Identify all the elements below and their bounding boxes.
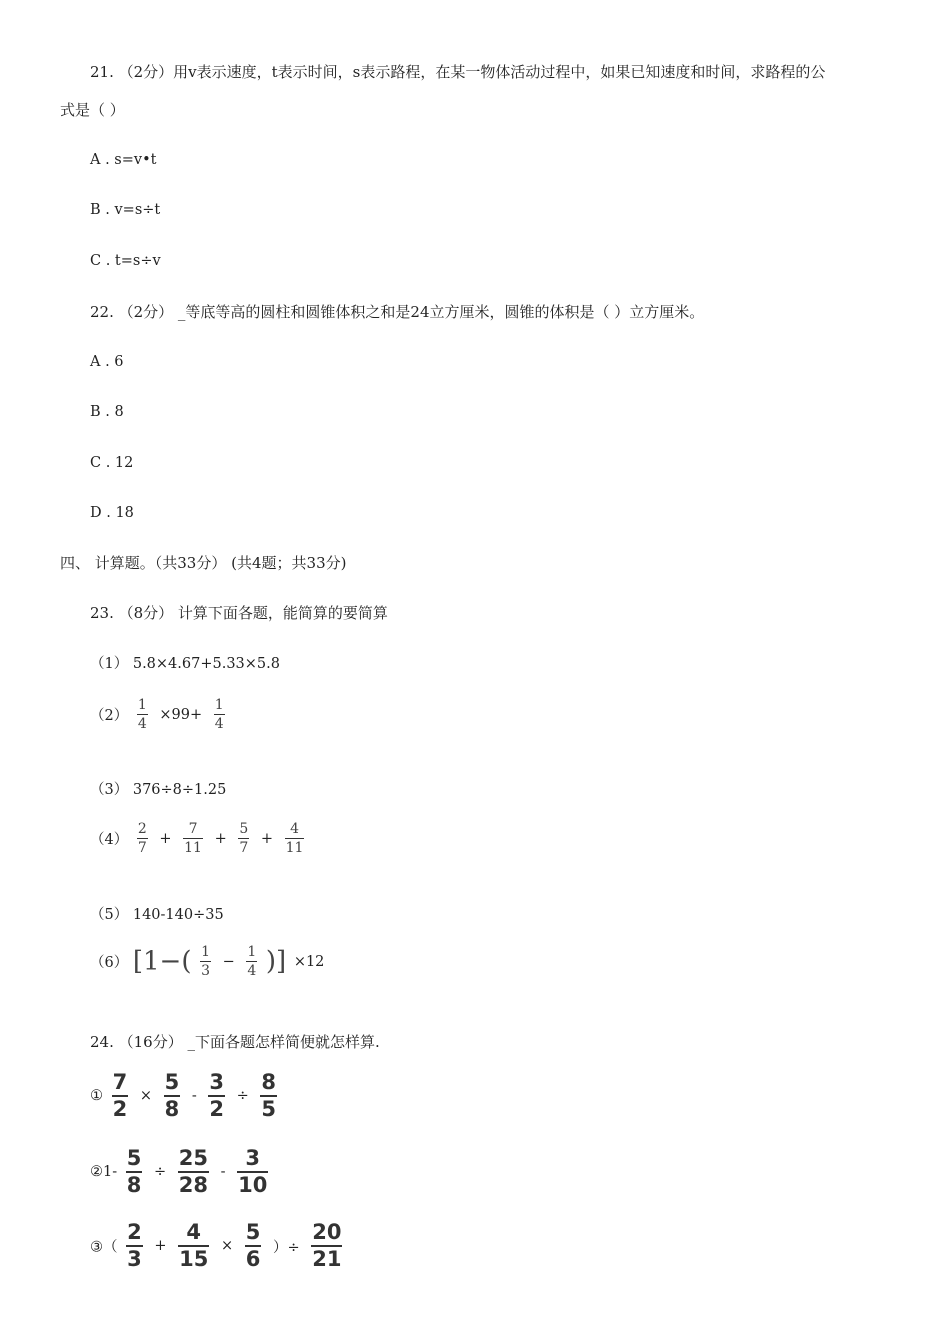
q24-e3-close: ）÷ [272, 1239, 300, 1256]
q22-option-d[interactable]: D . 18 [90, 505, 134, 521]
operator: + [214, 830, 227, 847]
q24-e3-label: ③（ [90, 1239, 118, 1256]
operator: - [191, 1088, 197, 1104]
q23-part-6 [90, 945, 327, 978]
fraction: $\frac{5}{6}$ [245, 1220, 261, 1271]
q23-p1-label: （1） [90, 656, 129, 672]
q23-part-4 [90, 822, 308, 855]
q23-p6-open: [1−( [132, 946, 192, 977]
fraction: $\frac{5}{8}$ [164, 1070, 180, 1121]
operator: - [220, 1164, 226, 1180]
fraction: $\frac{4}{11}$ [285, 821, 304, 856]
operator: + [154, 1238, 167, 1254]
q23-p2-mid: ×99+ [159, 706, 203, 723]
section-4-title: 四、 计算题。（共33分） (共4题；共33分) [60, 554, 347, 572]
q23-part-2 [90, 698, 229, 731]
fraction: $\frac{3}{2}$ [209, 1070, 224, 1121]
q24-expr-3 [90, 1222, 346, 1270]
q23-p5-expr: 140-140÷35 [132, 907, 224, 923]
q23-stem: 23. （8分） 计算下面各题，能简算的要简算 [90, 604, 388, 622]
fraction: $\frac{5}{8}$ [126, 1146, 142, 1197]
fraction: $\frac{2}{7}$ [137, 821, 147, 856]
q23-part-1 [90, 654, 280, 674]
q23-p6-label: （6） [90, 955, 129, 971]
operator: ÷ [236, 1088, 249, 1104]
fraction: $\frac{7}{11}$ [184, 821, 202, 856]
q23-p3-expr: 376÷8÷1.25 [132, 782, 227, 798]
q21-stem-line1: 21. （2分）用v表示速度，t表示时间，s表示路程，在某一物体活动过程中，如果已知速度和时间，求路程的公 [90, 63, 826, 81]
q23-p1-expr: 5.8×4.67+5.33×5.8 [132, 656, 280, 672]
q23-part-3 [90, 780, 226, 800]
operator: ÷ [153, 1164, 167, 1180]
fraction: $\frac{7}{2}$ [112, 1070, 128, 1121]
q22-option-c[interactable]: C . 12 [90, 455, 134, 471]
q23-p2-label: （2） [90, 708, 129, 724]
q22-option-b[interactable]: B . 8 [90, 404, 124, 420]
fraction: $\frac{25}{28}$ [178, 1146, 208, 1197]
q23-part-5 [90, 905, 224, 925]
fraction: $\frac{1}{4}$ [137, 697, 147, 732]
q21-option-a[interactable]: A . s=v•t [90, 152, 157, 168]
q22-stem: 22. （2分） _等底等高的圆柱和圆锥体积之和是24立方厘米，圆锥的体积是（ ）立方厘米。 [90, 303, 705, 321]
q24-stem: 24. （16分） _下面各题怎样简便就怎样算. [90, 1033, 380, 1051]
fraction: $\frac{5}{7}$ [239, 821, 249, 856]
fraction: $\frac{2}{3}$ [127, 1220, 142, 1271]
q22-option-a[interactable]: A . 6 [90, 354, 124, 370]
fraction: $\frac{1}{3}$ [201, 944, 210, 979]
fraction: $\frac{8}{5}$ [261, 1070, 276, 1121]
operator: × [220, 1238, 234, 1254]
fraction: $\frac{1}{4}$ [247, 944, 257, 979]
operator: × [139, 1088, 152, 1104]
operator: + [159, 830, 172, 847]
q24-e2-label: ②1- [90, 1164, 118, 1180]
fraction: $\frac{1}{4}$ [214, 697, 224, 732]
q24-expr-2 [90, 1148, 272, 1196]
operator: + [260, 830, 274, 847]
q23-p4-label: （4） [90, 832, 129, 848]
q21-option-c[interactable]: C . t=s÷v [90, 253, 161, 269]
q24-expr-1 [90, 1072, 281, 1120]
fraction: $\frac{3}{10}$ [238, 1146, 268, 1197]
q21-option-b[interactable]: B . v=s÷t [90, 202, 161, 218]
q23-p5-label: （5） [90, 907, 129, 923]
q23-p6-tail: ×12 [293, 953, 325, 970]
fraction: $\frac{4}{15}$ [179, 1220, 209, 1271]
q21-stem-line2: 式是（ ） [60, 101, 125, 119]
operator: − [222, 953, 235, 970]
q23-p6-close: )] [265, 946, 287, 977]
fraction: $\frac{20}{21}$ [312, 1220, 342, 1271]
q23-p3-label: （3） [90, 782, 129, 798]
q24-e1-label: ① [90, 1088, 103, 1104]
